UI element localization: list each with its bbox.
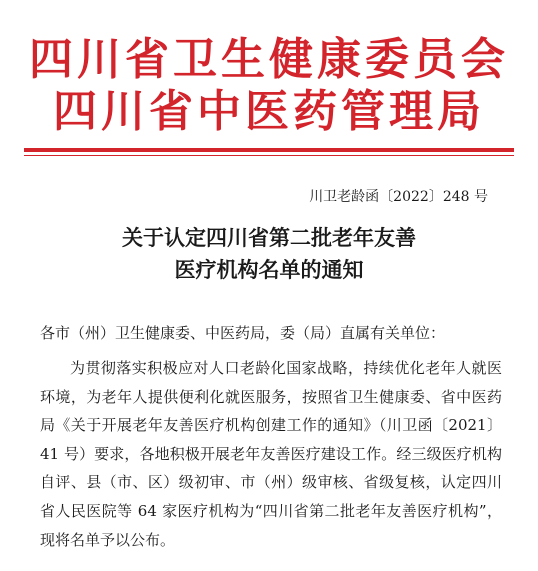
letterhead xyxy=(0,34,538,138)
document-body xyxy=(40,354,502,554)
body-paragraph: 为贯彻落实积极应对人口老龄化国家战略，持续优化老年人就医环境，为老年人提供便利化就医服务，按照省卫生健康委、省中医药局《关于开展老年友善医疗机构创建工作的通知》（川卫函〔2021〕41 号）要求，各地积极开展老年友善医疗建设工作。经三级医疗机构自评、县（市、区）级初审、市（州）级审核、省级复核，认定四川省人民医院等 64 家医疗机构为“四川省第二批老年友善医疗机构”，现将名单予以公布。 xyxy=(40,359,502,549)
org-name-health-commission: 四川省卫生健康委员会 xyxy=(29,34,509,85)
document-title-line-1: 关于认定四川省第二批老年友善 xyxy=(122,225,416,250)
divider-thick-line xyxy=(24,148,514,152)
document-title xyxy=(0,222,538,286)
divider-thin-line xyxy=(24,155,514,156)
document-title-line-2: 医疗机构名单的通知 xyxy=(174,257,364,282)
org-name-tcm-bureau: 四川省中医药管理局 xyxy=(53,86,485,137)
addressee: 各市（州）卫生健康委、中医药局，委（局）直属有关单位： xyxy=(40,324,446,342)
letterhead-divider xyxy=(24,148,514,156)
document-number: 川卫老龄函〔2022〕248 号 xyxy=(309,189,488,205)
